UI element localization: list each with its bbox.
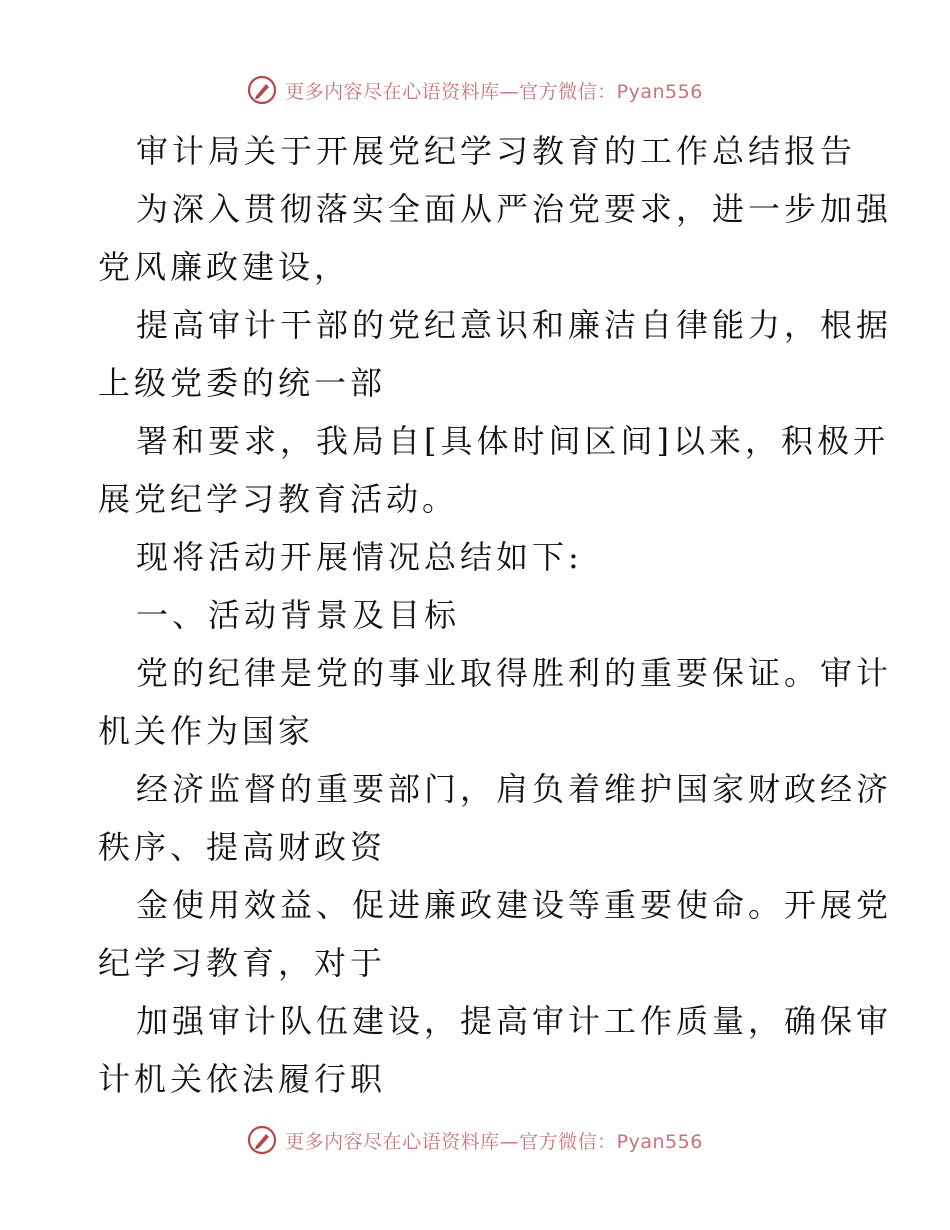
document-title: 审计局关于开展党纪学习教育的工作总结报告 <box>136 132 857 170</box>
text-line: 党的纪律是党的事业取得胜利的重要保证。审计 <box>136 654 893 692</box>
text-line: 机关作为国家 <box>98 712 315 750</box>
text-line: 上级党委的统一部 <box>98 364 387 402</box>
text-line: 金使用效益、促进廉政建设等重要使命。开展党 <box>136 886 893 924</box>
pen-logo-icon <box>247 1125 277 1155</box>
text-line: 党风廉政建设， <box>98 248 351 286</box>
text-line: 为深入贯彻落实全面从严治党要求，进一步加强 <box>136 190 893 228</box>
watermark-header <box>0 70 950 110</box>
text-line: 加强审计队伍建设，提高审计工作质量，确保审 <box>136 1002 893 1040</box>
document-body <box>98 122 893 1108</box>
text-line: 一、活动背景及目标 <box>136 596 461 634</box>
text-line: 现将活动开展情况总结如下: <box>136 538 583 576</box>
watermark-text: 更多内容尽在心语资料库—官方微信：Pyan556 <box>285 1130 703 1153</box>
pen-logo-icon <box>247 75 277 105</box>
text-line: 展党纪学习教育活动。 <box>98 480 459 518</box>
watermark-footer <box>0 1120 950 1160</box>
watermark-text: 更多内容尽在心语资料库—官方微信：Pyan556 <box>285 80 703 103</box>
text-line: 经济监督的重要部门，肩负着维护国家财政经济 <box>136 770 893 808</box>
text-line: 纪学习教育，对于 <box>98 944 387 982</box>
text-line: 署和要求，我局自[具体时间区间]以来，积极开 <box>136 422 889 460</box>
text-line: 秩序、提高财政资 <box>98 828 387 866</box>
text-line: 计机关依法履行职 <box>98 1060 387 1098</box>
text-line: 提高审计干部的党纪意识和廉洁自律能力，根据 <box>136 306 893 344</box>
